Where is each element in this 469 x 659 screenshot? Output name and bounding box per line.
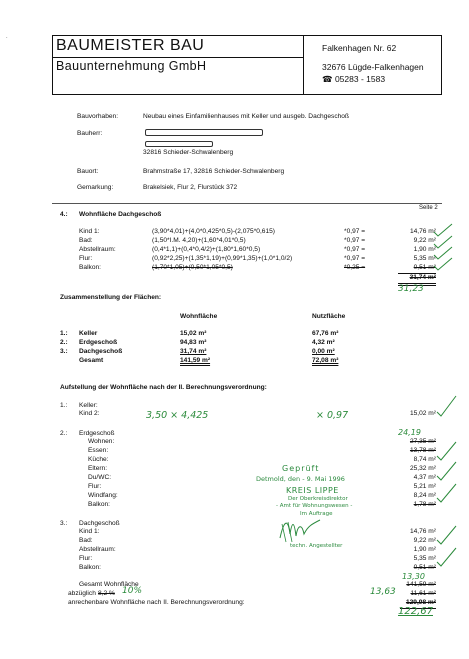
handwritten-total: 31,23 <box>398 284 424 294</box>
s1-kind: Kind 2: <box>79 410 100 417</box>
room-name: Balkon: <box>79 264 101 271</box>
s3-label: Dachgeschoß <box>79 520 120 527</box>
s3-room: Abstellraum: <box>79 546 116 553</box>
berechnung-title: Aufstellung der Wohnfläche nach der II. Berechnungsverordnung: <box>60 384 267 391</box>
room-name: Bad: <box>79 237 93 244</box>
s3-room: Flur: <box>79 555 93 562</box>
room-name: Abstellraum: <box>79 246 116 253</box>
s2-handwritten-wohnen: 24,19 <box>398 428 421 437</box>
summary-nutz: 4,32 m² <box>312 339 335 346</box>
s1-label: Keller: <box>79 402 98 409</box>
s2-room: Windfang: <box>88 492 118 499</box>
s1-handwritten-factor: × 0,97 <box>316 410 349 421</box>
s2-room: Wohnen: <box>88 438 115 445</box>
s2-result: 4,37 m² <box>413 474 436 481</box>
s3-result: 14,76 m² <box>409 528 436 535</box>
s2-result: 25,32 m² <box>409 465 436 472</box>
summary-nutz: 72,08 m² <box>312 357 339 364</box>
room-formula: (3,90*4,01)+(4,0*0,425*0,5)-(2,075*0,615) <box>152 228 275 235</box>
redacted-name-1 <box>145 129 263 136</box>
s2-number: 2.: <box>60 430 68 437</box>
s2-room: Flur: <box>88 483 102 490</box>
abzueglich-handwritten: 10% <box>122 586 143 596</box>
s2-room: Balkon: <box>88 501 110 508</box>
summary-wohn: 94,83 m² <box>180 339 207 346</box>
stamp-line7: techn. Angestellter <box>290 543 343 549</box>
company-underline <box>52 57 303 58</box>
letterhead-divider <box>303 35 304 95</box>
punch-mark: · <box>6 35 8 41</box>
abzueglich-value: 11,61 m² <box>410 590 436 597</box>
summary-nutz: 0,00 m² <box>312 348 335 355</box>
room-result-struck: 0,51 m² <box>413 264 436 271</box>
room-name: Flur: <box>79 255 93 262</box>
bauherr-label: Bauherr: <box>77 130 103 137</box>
s2-result: 8,74 m² <box>413 456 436 463</box>
summary-nutz: 67,76 m² <box>312 330 339 337</box>
s2-result-struck: 1,78 m² <box>413 501 436 508</box>
room-formula: (0,92*2,25)+(1,35*1,19)+(0,99*1,35)+(1,0*1,0/2) <box>152 255 293 262</box>
summary-name: Dachgeschoß <box>79 348 123 355</box>
company-street: Falkenhagen Nr. 62 <box>322 43 397 53</box>
room-factor: *0,97 = <box>344 228 366 235</box>
s2-result-struck: 27,35 m² <box>409 438 436 445</box>
summary-col-wohn: Wohnfläche <box>180 313 218 320</box>
hw-abzug: 13,63 <box>370 587 396 597</box>
room-result: 1,90 m² <box>413 246 436 253</box>
hw-gesamt: 13,30 <box>402 572 425 581</box>
s3-room: Balkon: <box>79 564 101 571</box>
room-factor: *0,97 = <box>344 255 366 262</box>
s2-result-struck: 13,78 m² <box>409 447 436 454</box>
summary-title: Zusammenstellung der Flächen: <box>60 294 162 301</box>
section4-number: 4.: <box>60 211 68 218</box>
room-result: 5,35 m² <box>413 255 436 262</box>
stamp-line2: Detmold, den - 9. Mai 1996 <box>256 475 345 483</box>
project-separator <box>52 203 442 204</box>
s2-label: Erdgeschoß <box>79 430 115 437</box>
gesamt-label: Gesamt Wohnfläche <box>79 581 139 588</box>
s2-room: Eltern: <box>88 465 108 472</box>
s3-room: Bad: <box>79 537 93 544</box>
gesamt-value: 141,59 m² <box>406 581 436 588</box>
redacted-name-2 <box>145 141 213 147</box>
bauort-value: Brahmstraße 17, 32816 Schieder-Schwalenberg <box>143 168 285 175</box>
bauort-label: Bauort: <box>77 168 99 175</box>
stamp-line6: Im Auftrage <box>300 511 333 517</box>
summary-num: 3.: <box>60 348 68 355</box>
gemarkung-label: Gemarkung: <box>77 184 114 191</box>
s1-number: 1.: <box>60 402 68 409</box>
room-result: 14,76 m² <box>409 228 436 235</box>
summary-col-nutz: Nutzfläche <box>312 313 346 320</box>
company-city: 32676 Lügde-Falkenhagen <box>322 62 424 72</box>
summary-num: 1.: <box>60 330 68 337</box>
anrechenbar-value: 129,98 m² <box>405 599 436 606</box>
stamp-line1: Geprüft <box>282 464 320 473</box>
s2-result: 5,21 m² <box>413 483 436 490</box>
s1-handwritten-formula: 3,50 × 4,425 <box>146 410 209 421</box>
s2-room: Essen: <box>88 447 109 454</box>
s3-result-struck: 0,51 m² <box>413 564 436 571</box>
abzueglich-struck: 8,2 % <box>98 590 115 597</box>
company-subtitle: Bauunternehmung GmbH <box>56 59 207 73</box>
section4-total-struck: 31,74 m² <box>409 274 436 281</box>
check-marks-lower-icon <box>434 390 464 580</box>
page-number: Seite 2 <box>419 205 438 211</box>
company-phone: ☎ 05283 - 1583 <box>322 74 386 84</box>
s3-result: 1,90 m² <box>413 546 436 553</box>
s1-result: 15,02 m² <box>409 410 436 417</box>
company-name: BAUMEISTER BAU <box>56 37 205 54</box>
room-name: Kind 1: <box>79 228 100 235</box>
s2-room: Küche: <box>88 456 109 463</box>
abzueglich-label: abzüglich <box>68 590 96 597</box>
summary-wohn: 141,59 m² <box>180 357 211 364</box>
bauvorhaben-value: Neubau eines Einfamilienhauses mit Keller und ausgeb. Dachgeschoß <box>143 113 349 120</box>
room-factor: *0,97 = <box>344 246 366 253</box>
s3-room: Kind 1: <box>79 528 100 535</box>
gemarkung-value: Brakelsiek, Flur 2, Flurstück 372 <box>143 184 238 191</box>
summary-name: Erdgeschoß <box>79 339 118 346</box>
room-formula: (0,4*1,1)+(0,4*0,4/2)+(1,80*1,60*0,5) <box>152 246 261 253</box>
room-formula-struck: (1,70*1,05)+(0,50*1,05*0,5) <box>152 264 233 271</box>
signature-icon <box>276 514 326 544</box>
summary-name: Gesamt <box>79 357 104 364</box>
s2-result: 8,24 m² <box>413 492 436 499</box>
stamp-line5: - Amt für Wohnungswesen - <box>276 503 353 509</box>
hw-final: 122,67 <box>398 606 433 617</box>
bauvorhaben-label: Bauvorhaben: <box>77 113 119 120</box>
s3-result: 5,35 m² <box>413 555 436 562</box>
summary-wohn: 15,02 m² <box>180 330 207 337</box>
s2-room: Du/WC: <box>88 474 112 481</box>
stamp-line3: KREIS LIPPE <box>286 486 339 495</box>
stamp-line4: Der Oberkreisdirektor <box>288 496 348 502</box>
summary-name: Keller <box>79 330 98 337</box>
room-factor-struck: *0,25 = <box>344 264 366 271</box>
bauherr-city: 32816 Schieder-Schwalenberg <box>143 149 234 156</box>
check-marks-icon <box>430 222 460 282</box>
room-formula: (1,50*I.M. 4,20)+(1,60*4,01*0,5) <box>152 237 246 244</box>
s3-number: 3.: <box>60 520 68 527</box>
room-result: 9,22 m² <box>413 237 436 244</box>
room-factor: *0,97 = <box>344 237 366 244</box>
summary-wohn: 31,74 m² <box>180 348 207 355</box>
summary-num: 2.: <box>60 339 68 346</box>
anrechenbar-label: anrechenbare Wohnfläche nach II. Berechnungsverordnung: <box>68 599 245 606</box>
section4-title: Wohnfläche Dachgeschoß <box>79 211 162 218</box>
s3-result: 9,22 m² <box>413 537 436 544</box>
